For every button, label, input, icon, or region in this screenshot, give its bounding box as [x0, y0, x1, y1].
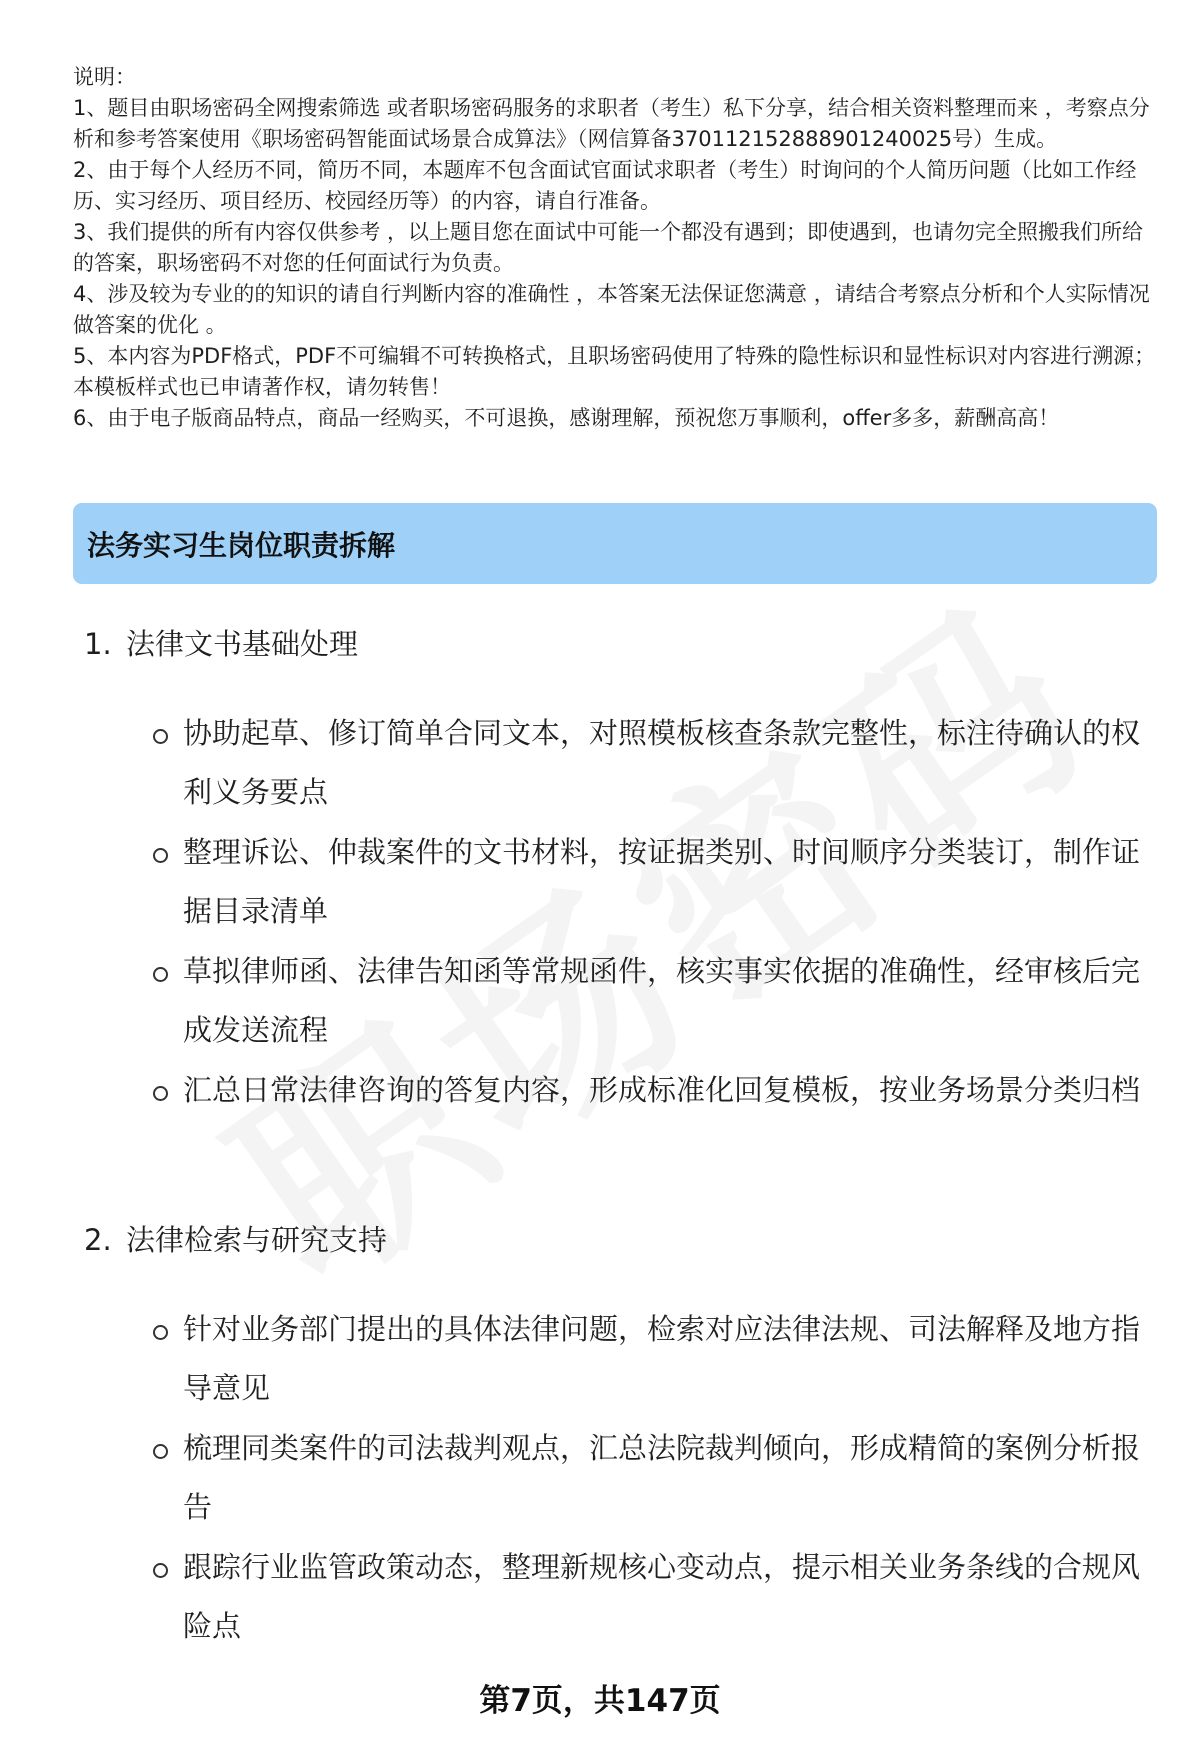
duty-title [84, 1220, 387, 1260]
duty-number: 1. [84, 627, 112, 661]
notice-block [73, 62, 1163, 434]
notice-line: 2、由于每个人经历不同，简历不同，本题库不包含面试官面试求职者（考生）时询问的个人简历问题（比如工作经历、实习经历、项目经历、校园经历等）的内容，请自行准备。 [73, 158, 1137, 213]
list-item: 协助起草、修订简单合同文本，对照模板核查条款完整性，标注待确认的权利义务要点 [150, 704, 1150, 822]
duty-title [84, 624, 358, 664]
section-title: 法务实习生岗位职责拆解 [87, 528, 396, 562]
duty-bullet-list [150, 1300, 1150, 1657]
duty-title-text: 法律文书基础处理 [126, 627, 359, 661]
list-item: 针对业务部门提出的具体法律问题，检索对应法律法规、司法解释及地方指导意见 [150, 1300, 1150, 1418]
page-number: 第7页，共147页 [479, 1683, 721, 1719]
notice-heading: 说明： [73, 65, 136, 89]
duty-bullet-list [150, 704, 1150, 1121]
list-item: 汇总日常法律咨询的答复内容，形成标准化回复模板，按业务场景分类归档 [150, 1061, 1150, 1120]
section-header [73, 503, 1157, 584]
notice-line: 3、我们提供的所有内容仅供参考 ，以上题目您在面试中可能一个都没有遇到；即使遇到，也请勿完全照搬我们所给的答案，职场密码不对您的任何面试行为负责。 [73, 220, 1144, 275]
notice-line: 4、涉及较为专业的的知识的请自行判断内容的准确性 ，本答案无法保证您满意 ，请结合考察点分析和个人实际情况做答案的优化 。 [73, 282, 1150, 337]
notice-line: 1、题目由职场密码全网搜索筛选 或者职场密码服务的求职者（考生）私下分享，结合相关资料整理而来 ，考察点分析和参考答案使用《职场密码智能面试场景合成算法》（网信算备370112152888901240025号）生成。 [73, 96, 1150, 151]
list-item: 梳理同类案件的司法裁判观点，汇总法院裁判倾向，形成精简的案例分析报告 [150, 1419, 1150, 1537]
duty-title-text: 法律检索与研究支持 [126, 1223, 388, 1257]
list-item: 跟踪行业监管政策动态，整理新规核心变动点，提示相关业务条线的合规风险点 [150, 1538, 1150, 1656]
notice-line: 6、由于电子版商品特点，商品一经购买，不可退换，感谢理解，预祝您万事顺利，offer多多，薪酬高高！ [73, 406, 1060, 430]
duty-number: 2. [84, 1223, 112, 1257]
notice-line: 5、本内容为PDF格式，PDF不可编辑不可转换格式，且职场密码使用了特殊的隐性标识和显性标识对内容进行溯源；本模板样式也已申请著作权，请勿转售！ [73, 344, 1156, 399]
list-item: 整理诉讼、仲裁案件的文书材料，按证据类别、时间顺序分类装订，制作证据目录清单 [150, 823, 1150, 941]
list-item: 草拟律师函、法律告知函等常规函件，核实事实依据的准确性，经审核后完成发送流程 [150, 942, 1150, 1060]
